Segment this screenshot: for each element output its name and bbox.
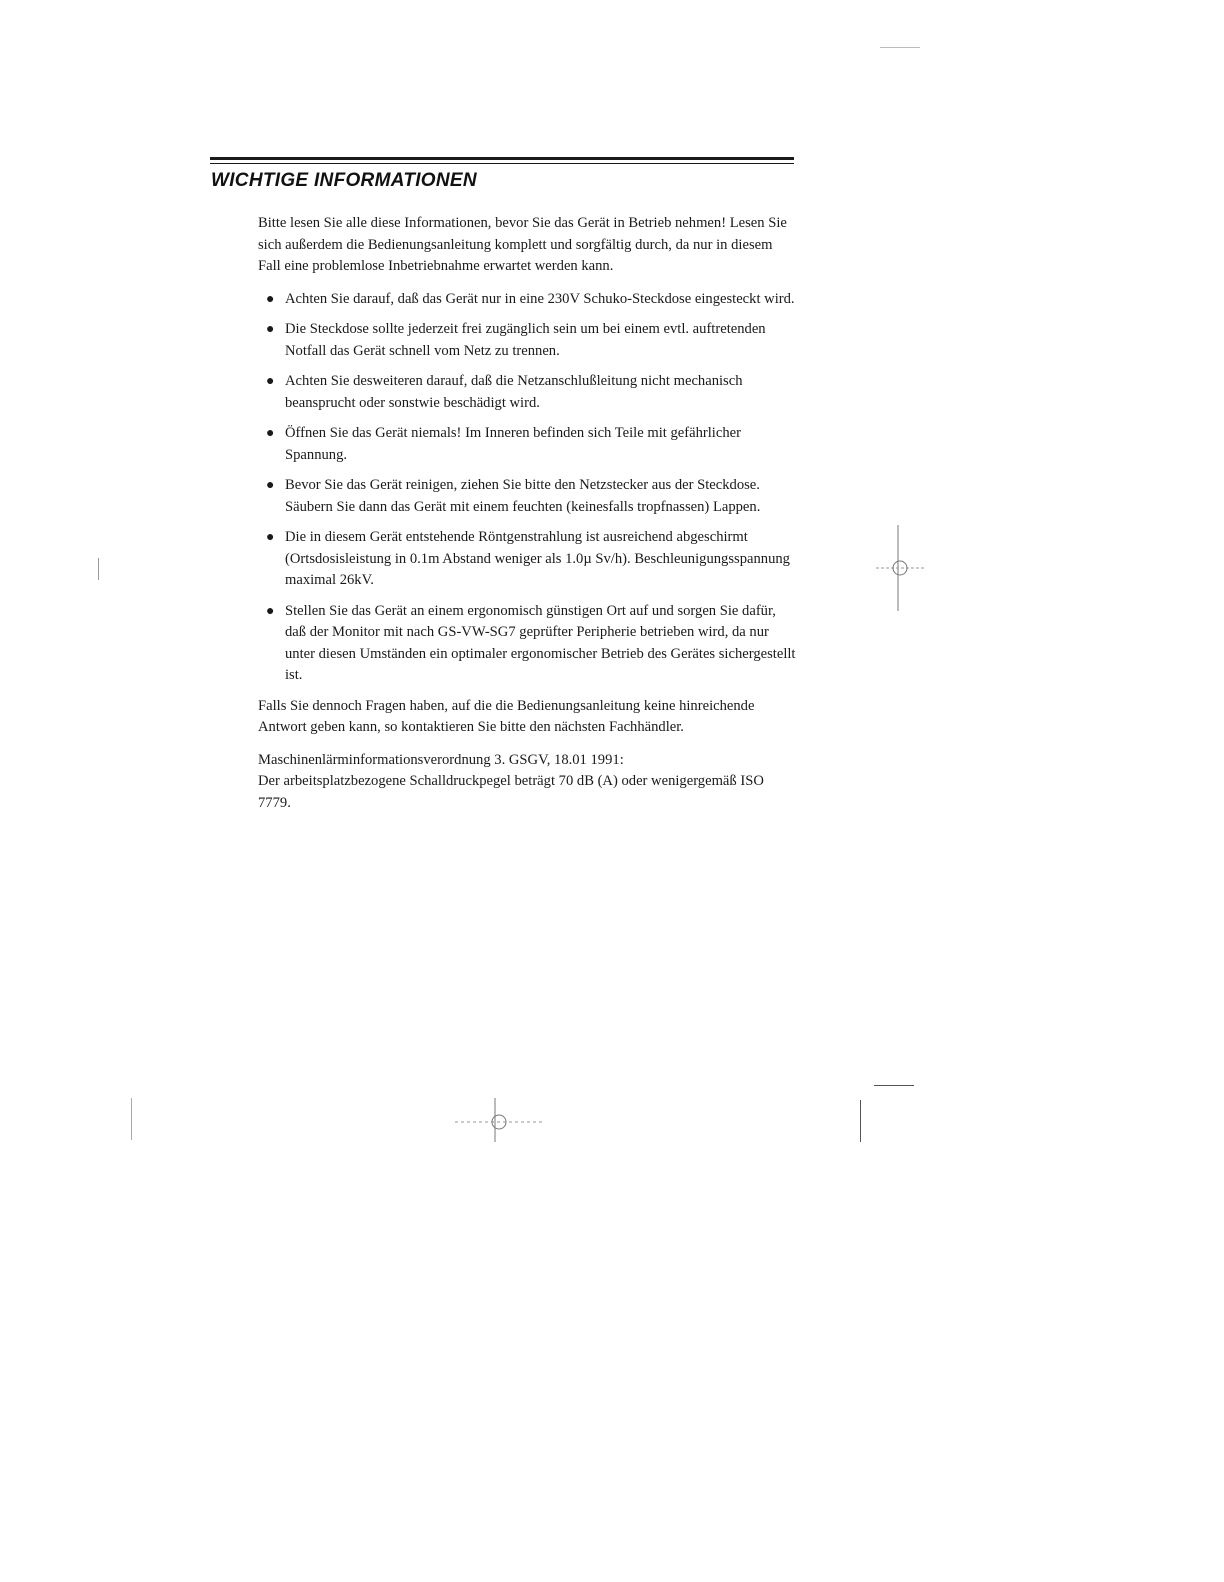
crop-mark bbox=[131, 1098, 132, 1140]
list-item bbox=[258, 475, 798, 518]
heading-rule-thick bbox=[210, 157, 794, 160]
list-item-text: Achten Sie darauf, daß das Gerät nur in eine 230V Schuko-Steckdose eingesteckt wird. bbox=[285, 290, 795, 307]
bullet-icon: ● bbox=[266, 374, 275, 389]
list-item-text: Achten Sie desweiteren darauf, daß die Netzanschlußleitung nicht mechanisch beansprucht oder sonstwie beschädigt wird. bbox=[285, 373, 743, 411]
list-item bbox=[258, 371, 798, 414]
intro-paragraph: Bitte lesen Sie alle diese Informationen, bevor Sie das Gerät in Betrieb nehmen! Lesen Sie sich außerdem die Bedienungsanleitung komplett und sorgfältig durch, da nur in diesem Fall eine problemlose Inbetriebnahme erwartet werden kann. bbox=[258, 215, 787, 274]
page-title: WICHTIGE INFORMATIONEN bbox=[211, 170, 477, 191]
crop-mark bbox=[860, 1100, 861, 1142]
crop-mark bbox=[874, 1085, 914, 1086]
list-item bbox=[258, 423, 798, 466]
list-item bbox=[258, 527, 798, 592]
list-item bbox=[258, 289, 798, 311]
bullet-icon: ● bbox=[266, 322, 275, 337]
crop-mark bbox=[880, 47, 920, 48]
noise-regulation: Maschinenlärminformationsverordnung 3. GSGV, 18.01 1991: bbox=[258, 751, 624, 768]
registration-mark-icon bbox=[455, 1096, 545, 1146]
noise-notice bbox=[258, 750, 798, 815]
safety-list bbox=[258, 289, 798, 687]
list-item-text: Stellen Sie das Gerät an einem ergonomisch günstigen Ort auf und sorgen Sie dafür, daß der Monitor mit nach GS-VW-SG7 geprüfter Peripherie betrieben wird, da nur unter diesen Umständen ein optimaler ergonomischer Betrieb des Gerätes sichergestellt ist. bbox=[285, 602, 796, 683]
noise-level: Der arbeitsplatzbezogene Schalldruckpegel beträgt 70 dB (A) oder wenigergemäß ISO 7779. bbox=[258, 773, 764, 811]
bullet-icon: ● bbox=[266, 530, 275, 545]
list-item-text: Bevor Sie das Gerät reinigen, ziehen Sie bitte den Netzstecker aus der Steckdose. Säubern Sie dann das Gerät mit einem feuchten (keinesfalls tropfnassen) Lappen. bbox=[285, 477, 761, 515]
list-item bbox=[258, 601, 798, 687]
bullet-icon: ● bbox=[266, 478, 275, 493]
crop-mark bbox=[98, 558, 99, 580]
registration-mark-icon bbox=[872, 525, 932, 615]
list-item-text: Öffnen Sie das Gerät niemals! Im Inneren befinden sich Teile mit gefährlicher Spannung. bbox=[285, 425, 741, 463]
heading-rule-thin bbox=[210, 163, 794, 164]
bullet-icon: ● bbox=[266, 291, 275, 307]
list-item-text: Die in diesem Gerät entstehende Röntgenstrahlung ist ausreichend abgeschirmt (Ortsdosisleistung in 0.1m Abstand weniger als 1.0µ Sv/h). Beschleunigungsspannung maximal 26kV. bbox=[285, 529, 790, 588]
list-item-text: Die Steckdose sollte jederzeit frei zugänglich sein um bei einem evtl. auftretenden Notfall das Gerät schnell vom Netz zu trennen. bbox=[285, 321, 766, 359]
questions-paragraph: Falls Sie dennoch Fragen haben, auf die die Bedienungsanleitung keine hinreichende Antwort geben kann, so kontaktieren Sie bitte den nächsten Fachhändler. bbox=[258, 697, 755, 735]
list-item bbox=[258, 319, 798, 362]
document-body bbox=[258, 213, 798, 825]
bullet-icon: ● bbox=[266, 603, 275, 619]
bullet-icon: ● bbox=[266, 426, 275, 441]
